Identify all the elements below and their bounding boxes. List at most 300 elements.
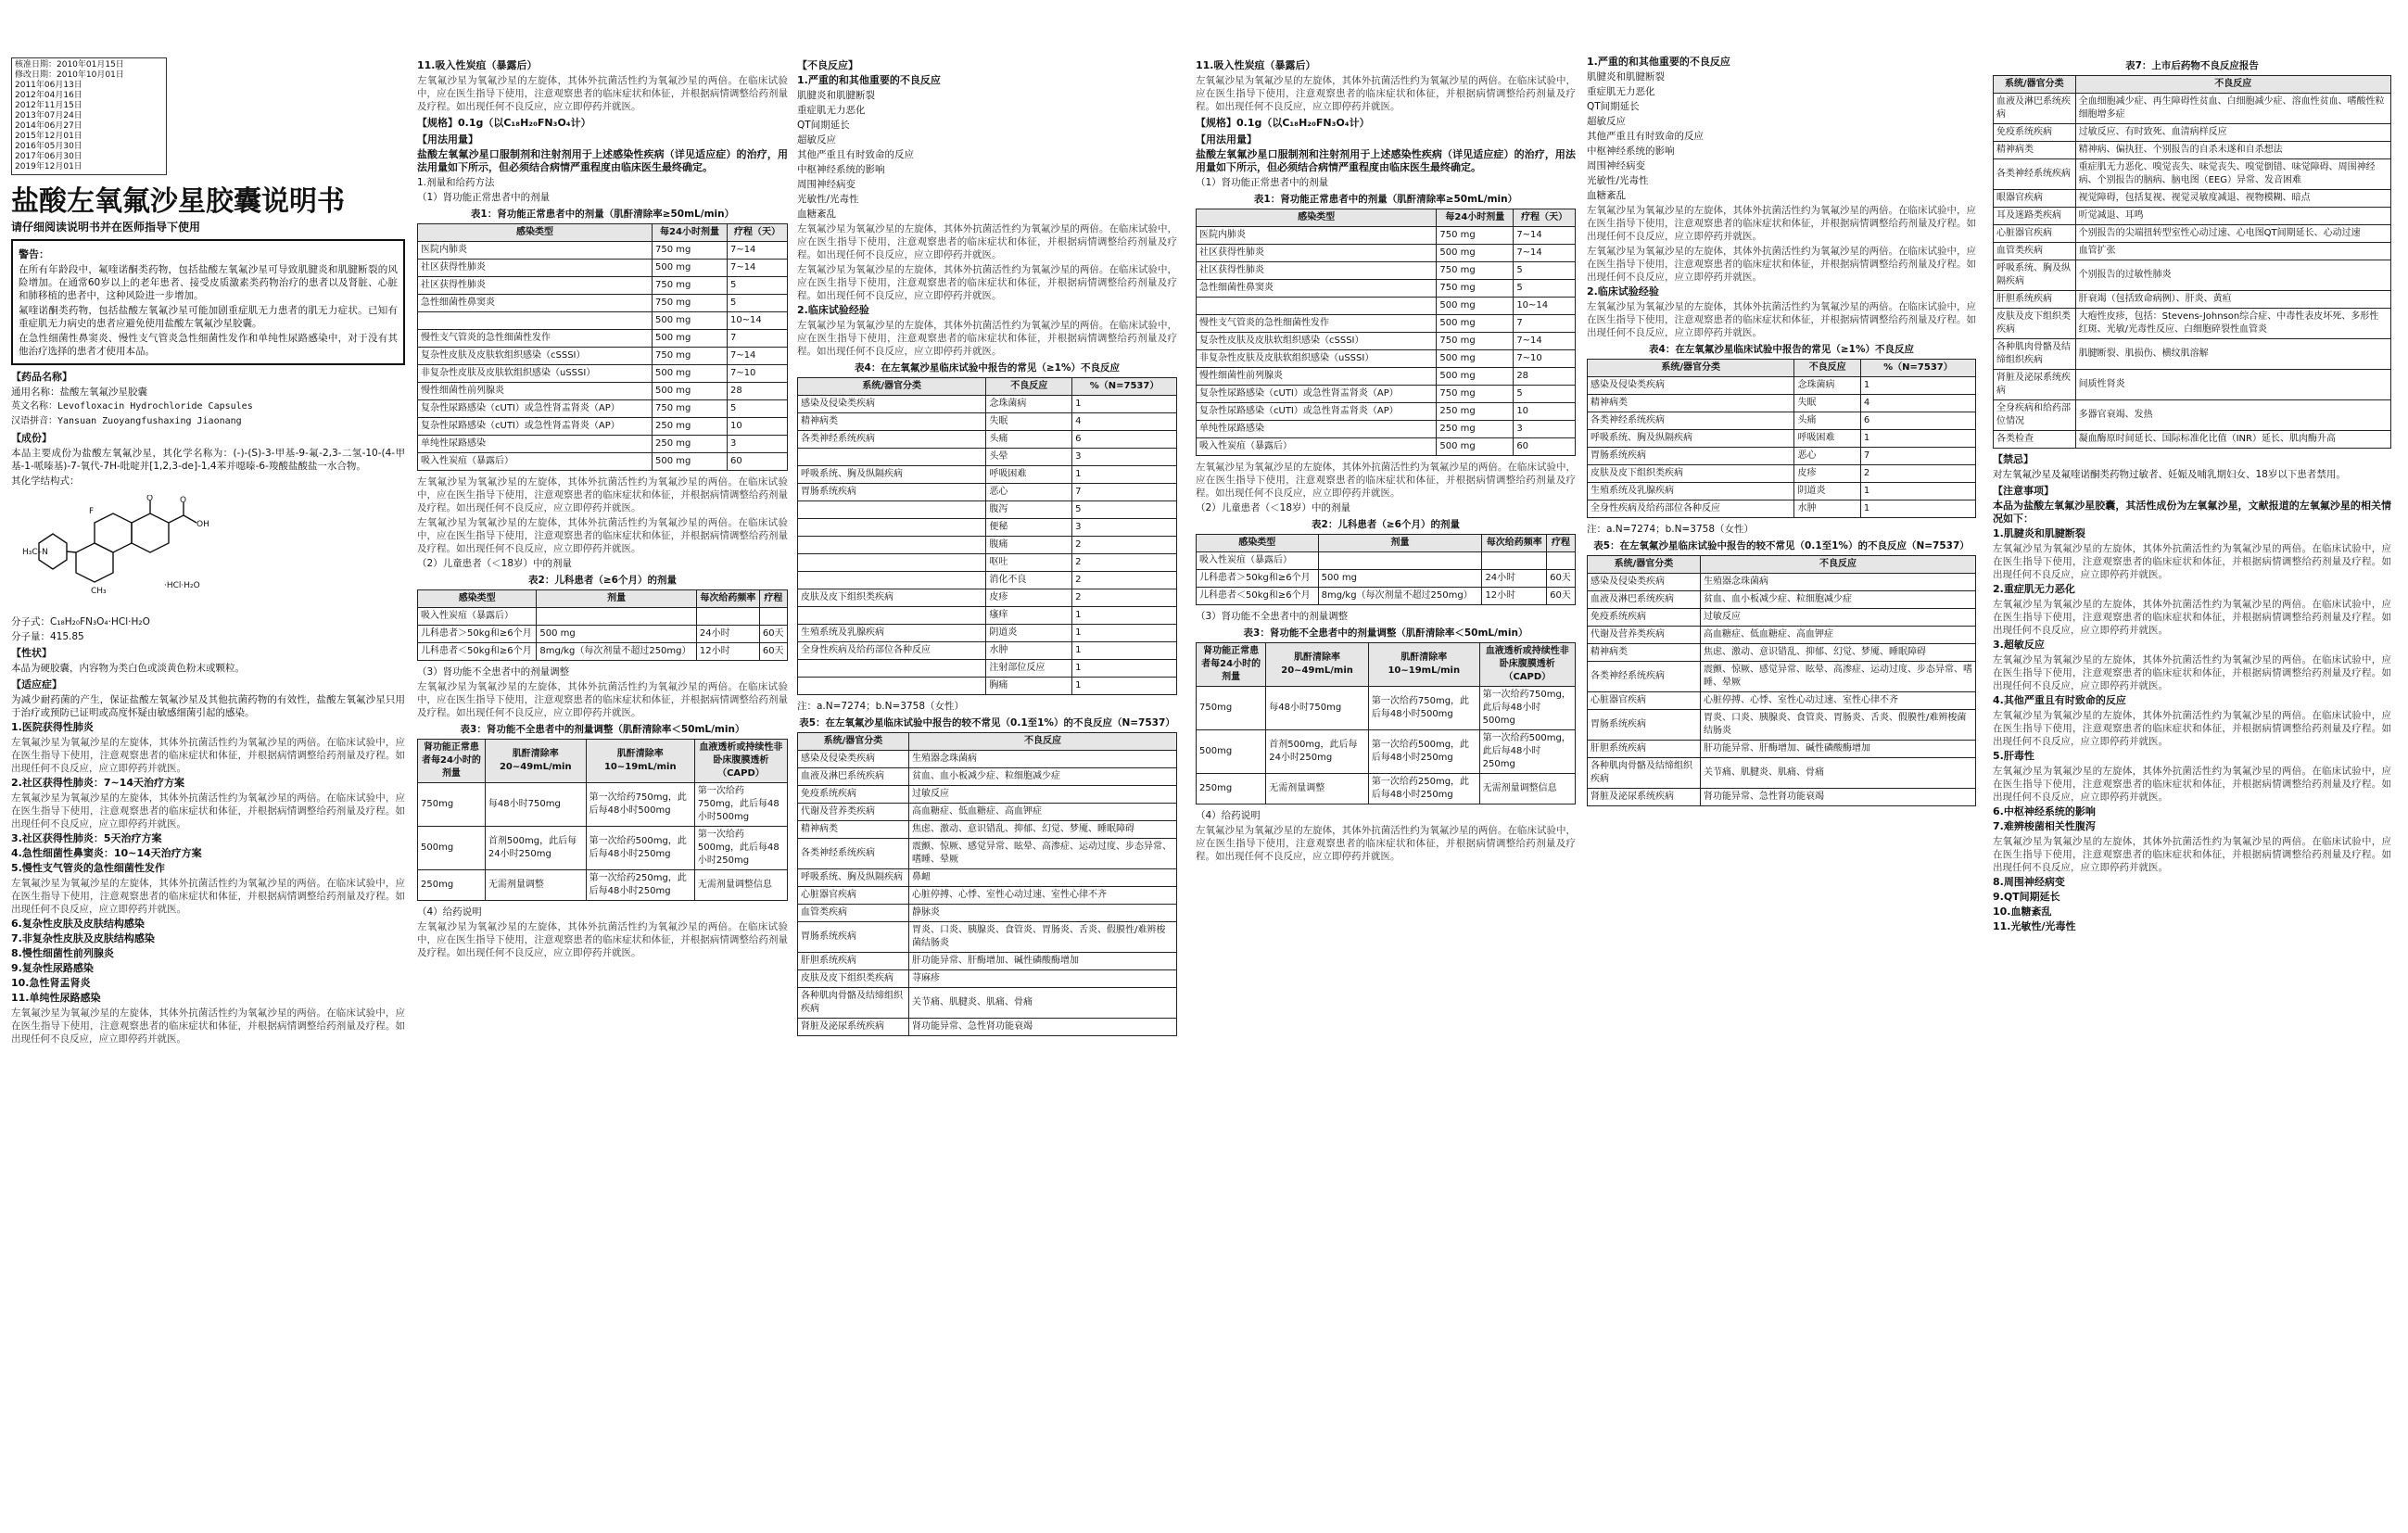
cell: 1 [1860, 483, 1975, 500]
precaution-item: 10.血糖紊乱 [1993, 906, 2052, 918]
cell: 500 mg [653, 260, 728, 277]
table-row [418, 436, 788, 453]
cell: 皮肤及皮下组织类疾病 [798, 589, 986, 607]
cell: 头痛 [986, 431, 1072, 449]
cell: 感染及侵染类疾病 [798, 396, 986, 413]
cell: 失眠 [1794, 395, 1860, 412]
body-text: 左氧氟沙星为氧氟沙星的左旋体，其体外抗菌活性约为氧氟沙星的两倍。在临床试验中，应在医生指导下使用，注意观察患者的临床症状和体征，并根据病情调整给药剂量及疗程。如出现任何不良反应，应立即停药并就医。 [11, 878, 405, 915]
table1-caption: 表1：肾功能正常患者中的剂量（肌酐清除率≥50mL/min） [1253, 194, 1518, 205]
cell: 60天 [759, 626, 787, 643]
table-row [418, 827, 788, 870]
adverse-item: 周围神经病变 [797, 179, 855, 190]
cell: 生殖系统及乳腺疾病 [1588, 483, 1794, 500]
drug-name-heading: 【药品名称】 [11, 371, 72, 383]
cell: 重症肌无力恶化、嗅觉丧失、味觉丧失、嗅觉倒错、味觉障碍、周围神经病、个别报告的脑病、脑电图（EEG）异常、发音困难 [2075, 159, 2390, 190]
cell: 750 mg [653, 295, 728, 312]
adverse-item: 肌腱炎和肌腱断裂 [1587, 71, 1665, 82]
table-row [1588, 591, 1976, 609]
cell: 阴道炎 [986, 625, 1072, 642]
table-row [798, 519, 1177, 537]
cell: 各种肌肉骨骼及结缔组织疾病 [798, 988, 909, 1019]
cell: 500 mg [653, 330, 728, 348]
table-header: 肌酐清除率 20~49mL/min [1266, 643, 1369, 687]
molecular-formula: 分子式：C₁₈H₂₀FN₃O₄·HCl·H₂O [11, 616, 150, 627]
cell: 听觉减退、耳鸣 [2075, 208, 2390, 225]
cell: 500 mg [653, 383, 728, 400]
cell: 感染及侵染类疾病 [1588, 574, 1701, 591]
cell: 肌腱断裂、肌损伤、横纹肌溶解 [2075, 339, 2390, 370]
cell: 3 [1072, 519, 1177, 537]
table-row [1588, 574, 1976, 591]
revision-line: 2012年11月15日 [15, 101, 82, 110]
revision-line: 修改日期：2010年10月01日 [15, 70, 124, 80]
cell: 3 [1072, 449, 1177, 466]
cell: 首剂500mg，此后每24小时250mg [485, 827, 586, 870]
cell: 6 [1860, 412, 1975, 430]
cell: 头晕 [986, 449, 1072, 466]
cell: 第一次给药750mg，此后每48小时500mg [1479, 687, 1575, 730]
table-row [1994, 260, 2391, 291]
cell: 第一次给药500mg，此后每48小时250mg [694, 827, 787, 870]
table-row [418, 608, 788, 626]
cell: 水肿 [1794, 500, 1860, 518]
adverse-item: 光敏性/光毒性 [1587, 175, 1649, 186]
table-header: 每次给药频率 [1482, 535, 1547, 552]
precaution-item: 9.QT间期延长 [1993, 891, 2060, 903]
cell [798, 554, 986, 572]
table-row [1197, 570, 1576, 588]
cell: 关节痛、肌腱炎、肌痛、骨痛 [908, 988, 1176, 1019]
table-row [798, 554, 1177, 572]
svg-text:O: O [180, 496, 187, 505]
cell: 感染及侵染类疾病 [798, 751, 909, 768]
table-row [1588, 627, 1976, 644]
dosage-table [417, 223, 788, 471]
cell: 高血糖症、低血糖症、高血钾症 [1700, 627, 1975, 644]
cell: 大疱性皮疹，包括：Stevens-Johnson综合症、中毒性表皮坏死、多形性红斑、光敏/光毒性反应、白细胞碎裂性血管炎 [2075, 309, 2390, 339]
cell: 恶心 [986, 484, 1072, 501]
cell: 免疫系统疾病 [1588, 609, 1701, 627]
cell: 2 [1072, 554, 1177, 572]
cell: 60 [727, 453, 787, 471]
table-row [1588, 662, 1976, 692]
table-row [798, 786, 1177, 804]
table-row [1588, 500, 1976, 518]
table-row [1197, 315, 1576, 333]
table-row [418, 277, 788, 295]
cell: 500 mg [1437, 315, 1514, 333]
table-row [1197, 280, 1576, 298]
table-row [1994, 208, 2391, 225]
dosage-sub: （1）肾功能正常患者中的剂量 [417, 192, 551, 203]
cell: 心脏器官疾病 [1994, 225, 2076, 243]
cell: 7~14 [727, 348, 787, 365]
table-row [418, 365, 788, 383]
cell: 阴道炎 [1794, 483, 1860, 500]
cell: 吸入性炭疽（暴露后） [1197, 552, 1319, 570]
warning-text: 在急性细菌性鼻窦炎、慢性支气管炎急性细菌性发作和单纯性尿路感染中，对于没有其他治疗选择的患者才使用本品。 [19, 333, 398, 357]
cell: 胸痛 [986, 678, 1072, 695]
cell: 5 [1072, 501, 1177, 519]
table-row [418, 453, 788, 471]
cell: 10 [1514, 403, 1576, 421]
table-header: 疗程（天） [1514, 209, 1576, 227]
table-row [1588, 483, 1976, 500]
cell: 慢性支气管炎的急性细菌性发作 [418, 330, 653, 348]
cell: 第一次给药250mg，此后每48小时250mg [586, 870, 694, 901]
cell: 吸入性炭疽（暴露后） [418, 453, 653, 471]
cell: 1 [1072, 660, 1177, 678]
table-row [1588, 692, 1976, 710]
table-row [798, 839, 1177, 869]
precautions-heading: 【注意事项】 [1993, 485, 2054, 497]
adverse-item: QT间期延长 [1587, 101, 1640, 112]
cell: 10~14 [727, 312, 787, 330]
precautions-bold: 本品为盐酸左氧氟沙星胶囊，其活性成份为左氧氟沙星，文献报道的左氧氟沙星的相关情况如下： [1993, 500, 2391, 525]
pediatric-dosage-table [1196, 534, 1576, 605]
cell: 高血糖症、低血糖症、高血钾症 [908, 804, 1176, 821]
cell: 1 [1072, 466, 1177, 484]
table-row [418, 643, 788, 661]
cell: 呼吸系统、胸及纵隔疾病 [1994, 260, 2076, 291]
table-row [798, 905, 1177, 922]
cell: 血管类疾病 [1994, 243, 2076, 260]
table-header: 疗程 [1547, 535, 1576, 552]
table-row [798, 449, 1177, 466]
cell: 生殖器念珠菌病 [1700, 574, 1975, 591]
cell: 500 mg [653, 453, 728, 471]
indication-item: 7.非复杂性皮肤及皮肤结构感染 [11, 932, 155, 944]
table-header: 血液透析或持续性非卧床腹膜透析（CAPD） [694, 740, 787, 783]
cell: 呼吸系统、胸及纵隔疾病 [798, 466, 986, 484]
precaution-item: 3.超敏反应 [1993, 639, 2045, 651]
table-row [798, 1019, 1177, 1036]
cell: 750mg [418, 783, 486, 827]
cell: 250 mg [1437, 421, 1514, 438]
cell [798, 537, 986, 554]
warning-text: 在所有年龄段中，氟喹诺酮类药物，包括盐酸左氧氟沙星可导致肌腱炎和肌腱断裂的风险增加。在通常60岁以上的老年患者、接受皮质激素类药物治疗的患者以及肾脏、心脏和肺移植的患者中，这种风险进一步增加。 [19, 264, 398, 301]
cell: 复杂性尿路感染（cUTI）或急性肾盂肾炎（AP） [1197, 403, 1437, 421]
cell: 60 [1514, 438, 1576, 456]
cell: 5 [727, 400, 787, 418]
indications-text: 为减少耐药菌的产生，保证盐酸左氧氟沙星及其他抗菌药物的有效性，盐酸左氧氟沙星只用于治疗或预防已证明或高度怀疑由敏感细菌引起的感染。 [11, 694, 405, 718]
pinyin-name: 汉语拼音：Yansuan Zuoyangfushaxing Jiaonang [11, 416, 242, 426]
cell: 静脉炎 [908, 905, 1176, 922]
cell: 8mg/kg（每次剂量不超过250mg） [537, 643, 697, 661]
table-row [1588, 741, 1976, 758]
cell: 社区获得性肺炎 [1197, 262, 1437, 280]
cell: 250 mg [1437, 403, 1514, 421]
table-header: 剂量 [1318, 535, 1482, 552]
cell: 首剂500mg，此后每24小时250mg [1266, 730, 1369, 774]
cell: 社区获得性肺炎 [418, 277, 653, 295]
cell: 750 mg [1437, 280, 1514, 298]
table-row [1588, 644, 1976, 662]
cell: 无需剂量调整 [485, 870, 586, 901]
table-row [1197, 333, 1576, 350]
indication-item: 4.急性细菌性鼻窦炎：10~14天治疗方案 [11, 847, 202, 859]
table-header: 不良反应 [2075, 76, 2390, 94]
cell [798, 519, 986, 537]
cell: 750 mg [1437, 386, 1514, 403]
table3-caption: 表3：肾功能不全患者中的剂量调整（肌酐清除率＜50mL/min） [1243, 627, 1528, 639]
table-header: 系统/器官分类 [1994, 76, 2076, 94]
cell: 瘙痒 [986, 607, 1072, 625]
body-text: 左氧氟沙星为氧氟沙星的左旋体，其体外抗菌活性约为氧氟沙星的两倍。在临床试验中，应在医生指导下使用，注意观察患者的临床症状和体征，并根据病情调整给药剂量及疗程。如出现任何不良反应，应立即停药并就医。 [1587, 246, 1976, 283]
dosage-sub: （3）肾功能不全患者中的剂量调整 [417, 666, 570, 678]
cell [537, 608, 697, 626]
cell: 胃炎、口炎、胰腺炎、食管炎、胃肠炎、舌炎、假膜性/难辨梭菌结肠炎 [1700, 710, 1975, 741]
cell: 500 mg [1437, 368, 1514, 386]
cell: 念珠菌病 [1794, 377, 1860, 395]
table-header: 感染类型 [418, 590, 537, 608]
cell [696, 608, 759, 626]
renal-dosage-table [417, 739, 788, 901]
cell: 7~14 [727, 242, 787, 260]
table-header: 肌酐清除率 10~19mL/min [586, 740, 694, 783]
table-note: 注：a.N=7274；b.N=3758（女性） [1587, 524, 1755, 535]
cell: 慢性细菌性前列腺炎 [1197, 368, 1437, 386]
cell: 500 mg [1437, 350, 1514, 368]
cell: 鼻衄 [908, 869, 1176, 887]
cell: 震颤、惊厥、感觉异常、眩晕、高渗症、运动过度、步态异常、嗜睡、晕厥 [908, 839, 1176, 869]
cell: 心脏器官疾病 [1588, 692, 1701, 710]
table-row [798, 572, 1177, 589]
contraindications-heading: 【禁忌】 [1993, 453, 2034, 465]
cell: 12小时 [1482, 588, 1547, 605]
cell: 急性细菌性鼻窦炎 [418, 295, 653, 312]
body-text: 左氧氟沙星为氧氟沙星的左旋体，其体外抗菌活性约为氧氟沙星的两倍。在临床试验中，应在医生指导下使用，注意观察患者的临床症状和体征，并根据病情调整给药剂量及疗程。如出现任何不良反应，应立即停药并就医。 [1993, 836, 2391, 873]
cell: 单纯性尿路感染 [1197, 421, 1437, 438]
cell: 免疫系统疾病 [1994, 124, 2076, 142]
indication-item: 1.医院获得性肺炎 [11, 721, 94, 733]
cell: 肝功能异常、肝酶增加、碱性磷酸酶增加 [1700, 741, 1975, 758]
cell: 750 mg [1437, 333, 1514, 350]
cell: 肾脏及泌尿系统疾病 [1588, 789, 1701, 806]
table-row [1994, 339, 2391, 370]
cell: 腹泻 [986, 501, 1072, 519]
cell: 血管类疾病 [798, 905, 909, 922]
table-header: 疗程（天） [727, 224, 787, 242]
dosage-intro: 盐酸左氧氟沙星口服制剂和注射剂用于上述感染性疾病（详见适应症）的治疗，用法用量如下所示，但必须结合病情严重程度由临床医生最终确定。 [417, 148, 788, 173]
cell: 胃肠系统疾病 [1588, 448, 1794, 465]
cell: 5 [1514, 262, 1576, 280]
cell: 各类检查 [1994, 431, 2076, 449]
cell: 6 [1072, 431, 1177, 449]
cell: 500 mg [1318, 570, 1482, 588]
table-row [1197, 227, 1576, 245]
cell: 250 mg [653, 436, 728, 453]
cell: 500 mg [1437, 245, 1514, 262]
cell: 肝胆系统疾病 [1994, 291, 2076, 309]
cell: 呕吐 [986, 554, 1072, 572]
cell: 3 [1514, 421, 1576, 438]
cell: 5 [727, 277, 787, 295]
table5-caption: 表5：在左氧氟沙星临床试验中报告的较不常见（0.1至1%）的不良反应（N=7537） [1593, 540, 1970, 551]
svg-text:F: F [89, 507, 95, 516]
body-text: 左氧氟沙星为氧氟沙星的左旋体，其体外抗菌活性约为氧氟沙星的两倍。在临床试验中，应在医生指导下使用，注意观察患者的临床症状和体征，并根据病情调整给药剂量及疗程。如出现任何不良反应，应立即停药并就医。 [1196, 462, 1576, 499]
precaution-item: 2.重症肌无力恶化 [1993, 583, 2075, 595]
cell: 第一次给药500mg，此后每48小时250mg [586, 827, 694, 870]
body-text: 左氧氟沙星为氧氟沙星的左旋体，其体外抗菌活性约为氧氟沙星的两倍。在临床试验中，应在医生指导下使用，注意观察患者的临床症状和体征，并根据病情调整给药剂量及疗程。如出现任何不良反应，应立即停药并就医。 [417, 75, 788, 112]
cell: 各类神经系统疾病 [798, 431, 986, 449]
cell: 12小时 [696, 643, 759, 661]
cell: 过敏反应、有时致死、血清病样反应 [2075, 124, 2390, 142]
cell: 焦虑、激动、意识错乱、抑郁、幻觉、梦魇、睡眠障碍 [1700, 644, 1975, 662]
cell: 各类神经系统疾病 [1588, 662, 1701, 692]
cell: 免疫系统疾病 [798, 786, 909, 804]
adverse-item: 血糖紊乱 [1587, 190, 1626, 201]
precaution-item: 1.肌腱炎和肌腱断裂 [1993, 527, 2085, 539]
cell: 社区获得性肺炎 [418, 260, 653, 277]
svg-text:OH: OH [196, 520, 209, 529]
table-row [1197, 368, 1576, 386]
revision-line: 2012年04月16日 [15, 91, 82, 100]
table-header: 感染类型 [1197, 209, 1437, 227]
table-row [798, 413, 1177, 431]
document-title: 盐酸左氧氟沙星胶囊说明书 [11, 185, 345, 218]
cell: 250 mg [653, 418, 728, 436]
cell: 7~14 [1514, 245, 1576, 262]
column-2 [417, 56, 788, 961]
table-row [1197, 774, 1576, 805]
revision-line: 2014年06月27日 [15, 121, 82, 131]
specification: 【规格】0.1g（以C₁₈H₂₀FN₃O₄计） [1196, 117, 1370, 129]
cell: 7 [1072, 484, 1177, 501]
cell [418, 312, 653, 330]
cell: 无需剂量调整信息 [1479, 774, 1575, 805]
table-row [1994, 370, 2391, 400]
struct-hcl-label: ·HCl·H₂O [164, 581, 200, 590]
cell: 消化不良 [986, 572, 1072, 589]
clinical-trial-heading: 2.临床试验经验 [1587, 285, 1659, 298]
cell: 全身疾病和给药部位情况 [1994, 400, 2076, 431]
table-header: 肌酐清除率 20~49mL/min [485, 740, 586, 783]
cell: 复杂性尿路感染（cUTI）或急性肾盂肾炎（AP） [1197, 386, 1437, 403]
table-row [1994, 291, 2391, 309]
table-header: 不良反应 [986, 378, 1072, 396]
table-row [1994, 159, 2391, 190]
cell: 肝胆系统疾病 [1588, 741, 1701, 758]
revision-line: 2013年07月24日 [15, 111, 82, 120]
cell: 慢性细菌性前列腺炎 [418, 383, 653, 400]
table-row [798, 970, 1177, 988]
composition-text: 本品主要成份为盐酸左氧氟沙星，其化学名称为：(-)-(S)-3-甲基-9-氟-2,3-二氢-10-(4-甲基-1-哌嗪基)-7-氧代-7H-吡啶并[1,2,3-de]-1,4苯并噁嗪-6-羧酸盐酸盐一水合物。 [11, 448, 405, 472]
cell: 500 mg [653, 365, 728, 383]
table-row [1994, 94, 2391, 124]
table-row [798, 466, 1177, 484]
indications-heading: 【适应症】 [11, 678, 62, 690]
description-text: 本品为硬胶囊，内容物为类白色或淡黄色粉末或颗粒。 [11, 663, 245, 674]
table-row [1197, 552, 1576, 570]
cell: 24小时 [696, 626, 759, 643]
svg-text:O: O [146, 495, 154, 503]
cell: 慢性支气管炎的急性细菌性发作 [1197, 315, 1437, 333]
cell: 呼吸系统、胸及纵隔疾病 [1588, 430, 1794, 448]
table-row [418, 418, 788, 436]
cell: 精神病类 [798, 413, 986, 431]
table-row [1588, 395, 1976, 412]
cell: 5 [1514, 386, 1576, 403]
adverse-item: 光敏性/光毒性 [797, 194, 859, 205]
cell: 1 [1072, 607, 1177, 625]
cell: 500 mg [653, 312, 728, 330]
cell: 头痛 [1794, 412, 1860, 430]
cell: 各类神经系统疾病 [798, 839, 909, 869]
revision-line: 2019年12月01日 [15, 162, 82, 171]
cell: 胃肠系统疾病 [1588, 710, 1701, 741]
table-row [798, 821, 1177, 839]
body-text: 左氧氟沙星为氧氟沙星的左旋体，其体外抗菌活性约为氧氟沙星的两倍。在临床试验中，应在医生指导下使用，注意观察患者的临床症状和体征，并根据病情调整给药剂量及疗程。如出现任何不良反应，应立即停药并就医。 [1196, 825, 1576, 862]
cell: 2 [1072, 537, 1177, 554]
column-5 [1587, 56, 1976, 811]
table-row [798, 607, 1177, 625]
table-row [1588, 789, 1976, 806]
cell [798, 501, 986, 519]
cell: 贫血、血小板减少症、粒细胞减少症 [908, 768, 1176, 786]
table-header: 不良反应 [1794, 360, 1860, 377]
cell: 过敏反应 [1700, 609, 1975, 627]
svg-text:H₃C–N: H₃C–N [22, 548, 48, 557]
table-row [418, 242, 788, 260]
table4-caption: 表4：在左氧氟沙星临床试验中报告的常见（≥1%）不良反应 [855, 362, 1120, 374]
cell: 胃肠系统疾病 [798, 922, 909, 953]
table-row [1197, 262, 1576, 280]
cell: 第一次给药750mg，此后每48小时500mg [1368, 687, 1479, 730]
body-text: 左氧氟沙星为氧氟沙星的左旋体，其体外抗菌活性约为氧氟沙星的两倍。在临床试验中，应在医生指导下使用，注意观察患者的临床症状和体征，并根据病情调整给药剂量及疗程。如出现任何不良反应，应立即停药并就医。 [797, 223, 1177, 260]
cell: 1 [1860, 430, 1975, 448]
cell: 肝胆系统疾病 [798, 953, 909, 970]
precaution-item: 6.中枢神经系统的影响 [1993, 805, 2096, 817]
table-header: 每24小时剂量 [653, 224, 728, 242]
table-row [1588, 412, 1976, 430]
table-row [1197, 298, 1576, 315]
cell: 儿科患者＞50kg和≥6个月 [418, 626, 537, 643]
anthrax-heading: 11.吸入性炭疽（暴露后） [417, 59, 538, 71]
table-row [1197, 386, 1576, 403]
cell: 精神病类 [798, 821, 909, 839]
cell: 无需剂量调整 [1266, 774, 1369, 805]
cell: 250mg [418, 870, 486, 901]
contraindications-text: 对左氧氟沙星及氟喹诺酮类药物过敏者、妊娠及哺乳期妇女、18岁以下患者禁用。 [1993, 469, 2346, 480]
cell: 60天 [759, 643, 787, 661]
cell: 750 mg [653, 348, 728, 365]
cell: 精神病类 [1994, 142, 2076, 159]
column-1 [11, 176, 405, 1047]
table-row [798, 501, 1177, 519]
cell: 代谢及营养类疾病 [1588, 627, 1701, 644]
indication-item: 8.慢性细菌性前列腺炎 [11, 947, 114, 959]
cell: 2 [1072, 589, 1177, 607]
cell: 500 mg [1437, 298, 1514, 315]
postmarketing-adverse-table [1993, 75, 2391, 449]
table-row [1588, 465, 1976, 483]
cell: 呼吸系统、胸及纵隔疾病 [798, 869, 909, 887]
cell: 各类神经系统疾病 [1588, 412, 1794, 430]
cell: 全身性疾病及给药部位各种反应 [1588, 500, 1794, 518]
composition-heading: 【成份】 [11, 432, 52, 444]
cell: 精神病类 [1588, 395, 1794, 412]
cell: 2 [1860, 465, 1975, 483]
cell: 7~10 [1514, 350, 1576, 368]
body-text: 左氧氟沙星为氧氟沙星的左旋体，其体外抗菌活性约为氧氟沙星的两倍。在临床试验中，应在医生指导下使用，注意观察患者的临床症状和体征，并根据病情调整给药剂量及疗程。如出现任何不良反应，应立即停药并就医。 [417, 921, 788, 958]
cell [798, 678, 986, 695]
table-row [798, 537, 1177, 554]
dosage-sub: 1.剂量和给药方法 [417, 177, 495, 188]
cell: 2 [1072, 572, 1177, 589]
cell: 10 [727, 418, 787, 436]
table-row [798, 484, 1177, 501]
